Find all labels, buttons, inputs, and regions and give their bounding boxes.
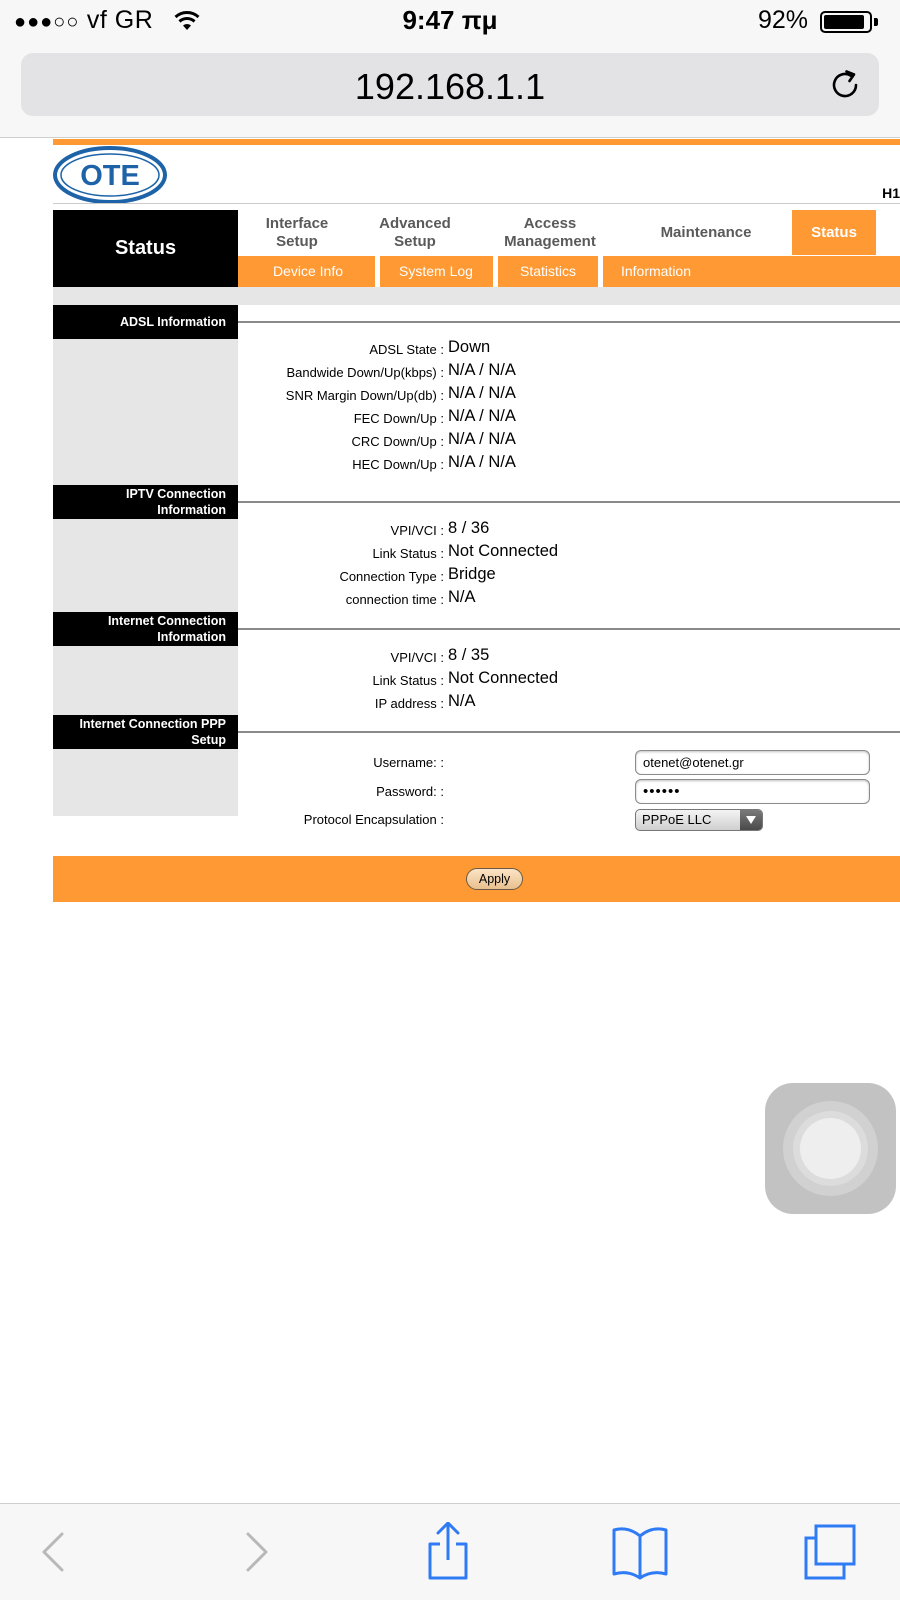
nav-label: Status: [811, 223, 857, 241]
carrier-name: vf GR: [86, 6, 154, 34]
adsl-section-heading: [53, 305, 238, 339]
row-value: N/A: [448, 692, 476, 710]
nav-label: Maintenance: [660, 223, 752, 241]
adsl-fec-row: [238, 407, 900, 429]
row-label: HEC Down/Up :: [352, 457, 444, 472]
row-label: VPI/VCI :: [390, 650, 444, 665]
apply-bar: [53, 856, 900, 902]
username-field[interactable]: otenet@otenet.gr: [635, 750, 870, 775]
url-text[interactable]: 192.168.1.1: [354, 66, 546, 107]
adsl-bandwidth-row: [238, 361, 900, 383]
row-value: 8 / 36: [448, 519, 490, 537]
subnav-device-info[interactable]: Device Info: [272, 263, 344, 279]
internet-section-heading: [53, 612, 238, 646]
row-value: Down: [448, 338, 491, 356]
section-divider: [238, 731, 900, 733]
nav-status[interactable]: [792, 210, 876, 255]
row-label: ADSL State :: [369, 342, 444, 357]
encapsulation-label: Protocol Encapsulation :: [303, 812, 444, 827]
row-value: Bridge: [448, 565, 496, 583]
forward-icon[interactable]: [226, 1522, 286, 1582]
section-title: Status: [53, 210, 238, 287]
username-label: Username: :: [373, 755, 444, 770]
nav-maintenance[interactable]: [626, 210, 786, 255]
assistive-touch-button[interactable]: [765, 1083, 896, 1214]
row-value: N/A / N/A: [448, 430, 516, 448]
back-icon[interactable]: [26, 1522, 86, 1582]
svg-text:OTE: OTE: [80, 160, 140, 192]
iptv-connection-time-row: [238, 588, 900, 610]
row-value: N/A / N/A: [448, 361, 516, 379]
nav-interface-setup[interactable]: [238, 210, 356, 255]
row-label: Connection Type :: [339, 569, 444, 584]
top-accent-line: [53, 139, 900, 145]
section-divider: [238, 321, 900, 323]
heading-text: ADSL Information: [119, 315, 226, 329]
model-label: H1: [882, 185, 900, 201]
browser-toolbar: [0, 1503, 900, 1600]
iptv-section-heading: [53, 485, 238, 519]
row-value: Not Connected: [448, 542, 559, 560]
ote-logo: [53, 144, 169, 204]
section-divider: [238, 501, 900, 503]
apply-button[interactable]: Apply: [466, 868, 523, 890]
content-top-strip: [53, 287, 900, 305]
subnav-statistics[interactable]: Statistics: [519, 263, 576, 279]
nav-label: Interface Setup: [265, 214, 329, 250]
nav-advanced-setup[interactable]: [356, 210, 474, 255]
iptv-connection-type-row: [238, 565, 900, 587]
subnav-information[interactable]: Information: [620, 263, 692, 279]
heading-text: Information: [157, 630, 226, 644]
row-value: N/A / N/A: [448, 384, 516, 402]
router-page: [53, 139, 900, 903]
internet-ip-address-row: [238, 692, 900, 714]
nav-access-management[interactable]: [474, 210, 626, 255]
ppp-encapsulation-row: [238, 809, 900, 833]
heading-text: Internet Connection PPP: [79, 717, 226, 731]
internet-vpivci-row: [238, 646, 900, 668]
battery-icon: [820, 11, 872, 33]
heading-text: IPTV Connection: [126, 487, 226, 501]
subnav-system-log[interactable]: System Log: [399, 263, 473, 279]
adsl-crc-row: [238, 430, 900, 452]
row-label: FEC Down/Up :: [353, 411, 444, 426]
row-label: CRC Down/Up :: [351, 434, 444, 449]
encapsulation-select[interactable]: [635, 809, 763, 831]
reload-icon[interactable]: [827, 67, 863, 103]
row-value: N/A: [448, 588, 476, 606]
row-label: IP address :: [374, 696, 444, 711]
status-time: 9:47 πμ: [402, 5, 498, 35]
row-label: Link Status :: [372, 546, 444, 561]
section-divider: [238, 628, 900, 630]
row-label: Bandwide Down/Up(kbps) :: [286, 365, 444, 380]
ppp-username-row: [238, 750, 900, 776]
row-label: Link Status :: [372, 673, 444, 688]
tabs-icon[interactable]: [800, 1522, 860, 1582]
nav-label: Access Management: [504, 214, 596, 250]
ppp-section-heading: [53, 715, 238, 749]
adsl-hec-row: [238, 453, 900, 475]
nav-label: Advanced Setup: [379, 214, 451, 250]
password-label: Password: :: [376, 784, 444, 799]
internet-link-status-row: [238, 669, 900, 691]
iptv-link-status-row: [238, 542, 900, 564]
adsl-snr-row: [238, 384, 900, 406]
signal-strength: ●●●○○: [14, 11, 80, 33]
row-label: connection time :: [345, 592, 444, 607]
adsl-state-row: [238, 338, 900, 360]
address-bar[interactable]: [21, 53, 879, 116]
password-field[interactable]: ••••••: [635, 779, 870, 804]
row-value: 8 / 35: [448, 646, 490, 664]
heading-text: Setup: [191, 733, 226, 747]
iptv-vpivci-row: [238, 519, 900, 541]
ios-status-bar: [0, 0, 900, 44]
dropdown-arrow-icon[interactable]: [740, 810, 762, 830]
row-label: SNR Margin Down/Up(db) :: [285, 388, 444, 403]
row-value: N/A / N/A: [448, 453, 516, 471]
heading-text: Internet Connection: [107, 614, 226, 628]
battery-percentage: 92%: [757, 6, 808, 34]
row-label: VPI/VCI :: [390, 523, 444, 538]
row-value: N/A / N/A: [448, 407, 516, 425]
battery-tip: [874, 18, 878, 26]
assistive-ring: [800, 1118, 861, 1179]
browser-url-area: [0, 44, 900, 138]
ppp-password-row: [238, 779, 900, 805]
row-value: Not Connected: [448, 669, 559, 687]
share-icon[interactable]: [418, 1522, 478, 1582]
heading-text: Information: [157, 503, 226, 517]
header-divider: [53, 203, 900, 204]
bookmarks-icon[interactable]: [610, 1522, 670, 1582]
encapsulation-value: PPPoE LLC: [642, 812, 712, 827]
